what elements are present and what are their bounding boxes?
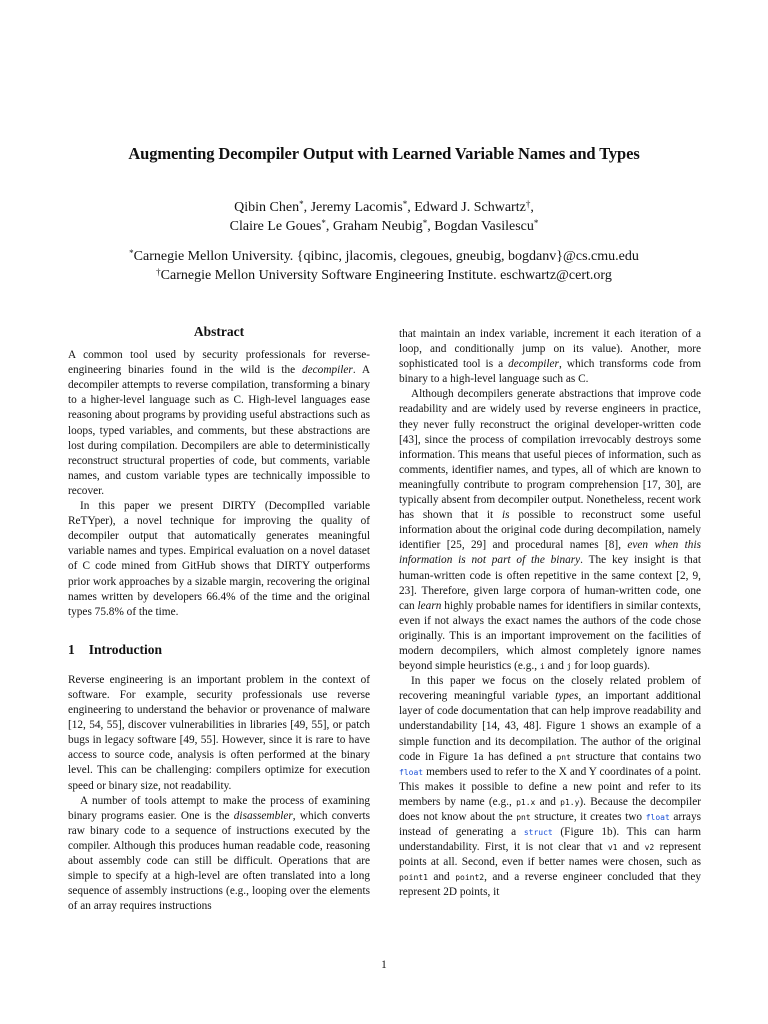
page-number: 1 (381, 959, 387, 971)
inline-code: point1 (399, 873, 428, 883)
author-mark: * (533, 218, 539, 228)
section-number: 1 (68, 641, 75, 657)
intro-paragraph-3: Although decompilers generate abstractions that improve code readability and are widely used by reverse engineers in practice, they never fully reconstruct the original developer-written code [43], since the process of compilation irrevocably destroys some information. This means that useful pieces of information, such as comments, identifier names, and types, all of which are known to meaningfully contribute to program comprehension [17, 30], are typically absent from decompiler output. Nonetheless, recent work has shown that it is possible to reconstruct some useful information about the original code during decompilation, namely identifier [25, 29] and procedural names [8], even when this information is not part of the binary. The key insight is that human-written code is often repetitive in the same context [2, 9, 23]. Therefore, given large corpora of human-written code, one can learn highly probable names for identifiers in similar contexts, even if not always the exact names the authors of the code chose originally. This is an important improvement on the facilities of modern decompilers, which almost completely ignore names beyond simple heuristics (e.g., i and j for loop guards). (399, 388, 701, 673)
inline-code: pnt (556, 752, 571, 762)
author-mark: * (299, 199, 304, 209)
abstract-heading: Abstract (193, 324, 245, 339)
inline-code: p1.x (516, 797, 536, 807)
left-column (68, 324, 370, 914)
inline-code: i (539, 662, 545, 672)
intro-paragraph-1: Reverse engineering is an important problem in the context of software. For example, security professionals use reverse engineering to understand the behavior or provenance of malware [12, 54, 55], discover vulnerabilities in libraries [49, 55], or patch bugs in legacy software [49, 55]. However, since it is rare to have access to source code, analysis is often performed at the binary level. This can be challenging: compilers optimize for execution speed or binary size, not readability. (68, 673, 370, 792)
author-name: Graham Neubig (332, 219, 423, 234)
author-line-1 (0, 198, 768, 217)
affiliation-text: Carnegie Mellon University Software Engineering Institute. eschwartz@cert.org (160, 268, 612, 283)
author-sep: , (427, 219, 435, 234)
intro-paragraph-4: In this paper we focus on the closely related problem of recovering meaningful variable types, an important additional layer of code documentation that can help improve readability and understandability [14, 43, 48]. Figure 1 shows an example of a simple function and its decompilation. The author of the original code in Figure 1a has defined a pnt structure that contains two float members used to refer to the X and Y coordinates of a point. This makes it possible to define a new point and refer to its members by name (e.g., p1.x and p1.y). Because the decompiler does not know about the pnt structure, it creates two float arrays instead of generating a struct (Figure 1b). This can harm understandability. First, it is not clear that v1 and v2 represent points at all. Second, even if better names were chosen, such as point1 and point2, and a reverse engineer concluded that they represent 2D points, it (399, 675, 702, 899)
author-sep: , (303, 200, 311, 215)
inline-code-keyword: struct (523, 828, 553, 838)
affiliation-mark: † (156, 267, 161, 277)
abstract-paragraph-2: In this paper we present DIRTY (DecompIled variable ReTYper), a novel technique for improving the quality of decompiler output that automatically generates meaningful variable names and types. Empirical evaluation on a novel dataset of C code mined from GitHub shows that DIRTY outperforms prior work approaches by a sizable margin, recovering the original names written by developers 66.4% of the time and the original types 75.8% of the time. (68, 500, 370, 618)
affiliation-text: Carnegie Mellon University. {qibinc, jlacomis, clegoues, gneubig, bogdanv}@cs.cmu.edu (133, 249, 639, 264)
author-sep: , (325, 219, 333, 234)
inline-code: v1 (607, 843, 618, 853)
intro-paragraph-2: A number of tools attempt to make the process of examining binary programs easier. One is the disassembler, which converts raw binary code to a sequence of instructions executed by the compiler. Although this produces human readable code, reasoning about assembly code can still be difficult. Operations that are simple to specify at a high-level are often translated into a long sequence of assembly instructions (e.g., looping over the elements of an array requires instructions (68, 794, 370, 913)
inline-code-keyword: float (645, 813, 670, 822)
affiliation-line (0, 247, 768, 266)
right-column (399, 327, 701, 901)
inline-code: point2 (455, 873, 485, 883)
author-name: Bogdan Vasilescu (434, 219, 534, 234)
author-mark: * (321, 218, 326, 228)
inline-code: j (566, 662, 572, 672)
author-mark: * (422, 218, 428, 228)
author-mark: * (402, 199, 408, 209)
author-name: Qibin Chen (234, 200, 300, 215)
author-name: Claire Le Goues (229, 219, 322, 234)
affiliations (0, 247, 768, 285)
paper-title: Augmenting Decompiler Output with Learned Variable Names and Types (128, 144, 640, 163)
affiliation-mark: * (129, 248, 134, 258)
author-list (0, 198, 768, 236)
section-title: Introduction (88, 641, 163, 657)
author-line-2 (0, 217, 768, 236)
inline-code-keyword: float (399, 767, 424, 777)
abstract-paragraph-1: A common tool used by security professionals for reverse-engineering binaries found in the wild is the decompiler. A decompiler attempts to reverse compilation, transforming a binary to a higher-level language such as C. High-level languages ease reasoning about programs by providing useful abstractions such as loops, typed variables, and comments, but these abstractions are lost during compilation. Decompilers are able to deterministically reconstruct structural properties of code, but comments, variable names, and custom variable types are technically impossible to recover. (68, 349, 371, 497)
inline-code: p1.y (560, 797, 580, 807)
affiliation-line (0, 266, 768, 285)
author-sep: , (530, 200, 534, 215)
intro-paragraph-2-cont: that maintain an index variable, increment it each iteration of a loop, and conditionally jump on its value). Another, more sophisticated tool is a decompiler, which transforms code from binary to a high-level language such as C. (399, 328, 701, 386)
author-name: Edward J. Schwartz (414, 200, 526, 215)
author-sep: , (407, 200, 415, 215)
section-heading-introduction (68, 642, 370, 657)
author-mark: † (525, 199, 531, 209)
author-name: Jeremy Lacomis (310, 200, 403, 215)
inline-code: pnt (516, 813, 531, 822)
inline-code: v2 (644, 843, 655, 853)
